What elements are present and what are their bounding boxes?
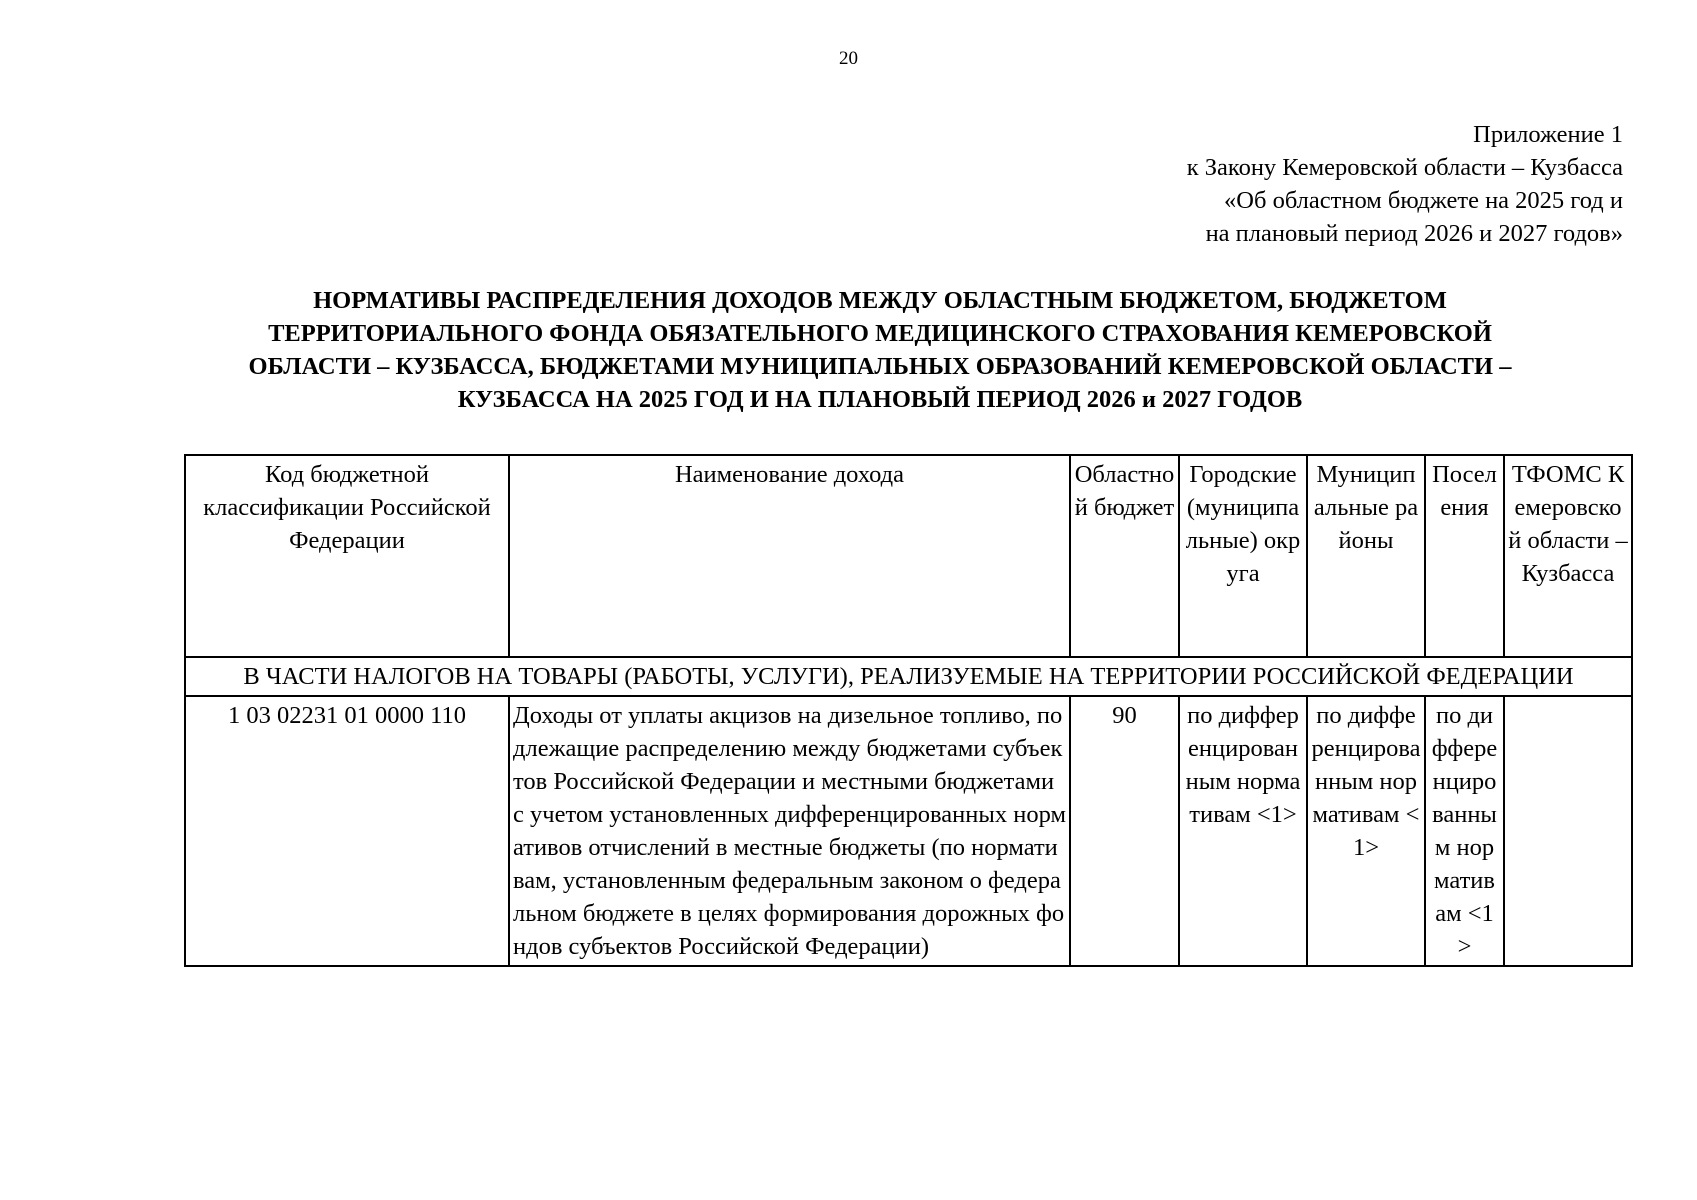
title-line: НОРМАТИВЫ РАСПРЕДЕЛЕНИЯ ДОХОДОВ МЕЖДУ ОБЛАСТНЫМ БЮДЖЕТОМ, БЮДЖЕТОМ [313, 287, 1447, 314]
title-line: ТЕРРИТОРИАЛЬНОГО ФОНДА ОБЯЗАТЕЛЬНОГО МЕДИЦИНСКОГО СТРАХОВАНИЯ КЕМЕРОВСКОЙ [268, 320, 1492, 347]
cell-settlements: по дифференцированным нормативам <1> [1425, 696, 1504, 966]
header-regional: Областной бюджет [1070, 455, 1179, 657]
cell-code: 1 03 02231 01 0000 110 [185, 696, 509, 966]
cell-municipal: по дифференцированным нормативам <1> [1307, 696, 1425, 966]
cell-name: Доходы от уплаты акцизов на дизельное топливо, подлежащие распределению между бюджетами субъектов Российской Федерации и местными бюджетами с учетом установленных дифференцированных нормативов отчислений в местные бюджеты (по нормативам, установленным федеральным законом о федеральном бюджете в целях формирования дорожных фондов субъектов Российской Федерации) [509, 696, 1070, 966]
section-row [185, 657, 1632, 696]
section-heading: В ЧАСТИ НАЛОГОВ НА ТОВАРЫ (РАБОТЫ, УСЛУГИ), РЕАЛИЗУЕМЫЕ НА ТЕРРИТОРИИ РОССИЙСКОЙ ФЕДЕРАЦИИ [185, 657, 1632, 696]
table-header-row [185, 455, 1632, 657]
appendix-note [1187, 118, 1623, 250]
header-municipal: Муниципальные районы [1307, 455, 1425, 657]
header-name: Наименование дохода [509, 455, 1070, 657]
document-title [180, 284, 1580, 416]
header-city: Городские (муниципальные) округа [1179, 455, 1307, 657]
title-line: ОБЛАСТИ – КУЗБАССА, БЮДЖЕТАМИ МУНИЦИПАЛЬНЫХ ОБРАЗОВАНИЙ КЕМЕРОВСКОЙ ОБЛАСТИ – [248, 353, 1512, 380]
header-settlements: Поселения [1425, 455, 1504, 657]
table-row [185, 696, 1632, 966]
page-number: 20 [839, 48, 858, 69]
appendix-line: «Об областном бюджете на 2025 год и [1224, 187, 1623, 214]
appendix-line: к Закону Кемеровской области – Кузбасса [1186, 154, 1623, 181]
cell-regional: 90 [1070, 696, 1179, 966]
cell-city: по дифференцированным нормативам <1> [1179, 696, 1307, 966]
title-line: КУЗБАССА НА 2025 ГОД И НА ПЛАНОВЫЙ ПЕРИОД 2026 и 2027 ГОДОВ [457, 386, 1303, 413]
header-tfoms: ТФОМС Кемеровской области – Кузбасса [1504, 455, 1632, 657]
appendix-line: на плановый период 2026 и 2027 годов» [1205, 220, 1623, 247]
norms-table [184, 454, 1633, 967]
cell-tfoms [1504, 696, 1632, 966]
header-code: Код бюджетной классификации Российской Федерации [185, 455, 509, 657]
appendix-line: Приложение 1 [1473, 121, 1623, 148]
